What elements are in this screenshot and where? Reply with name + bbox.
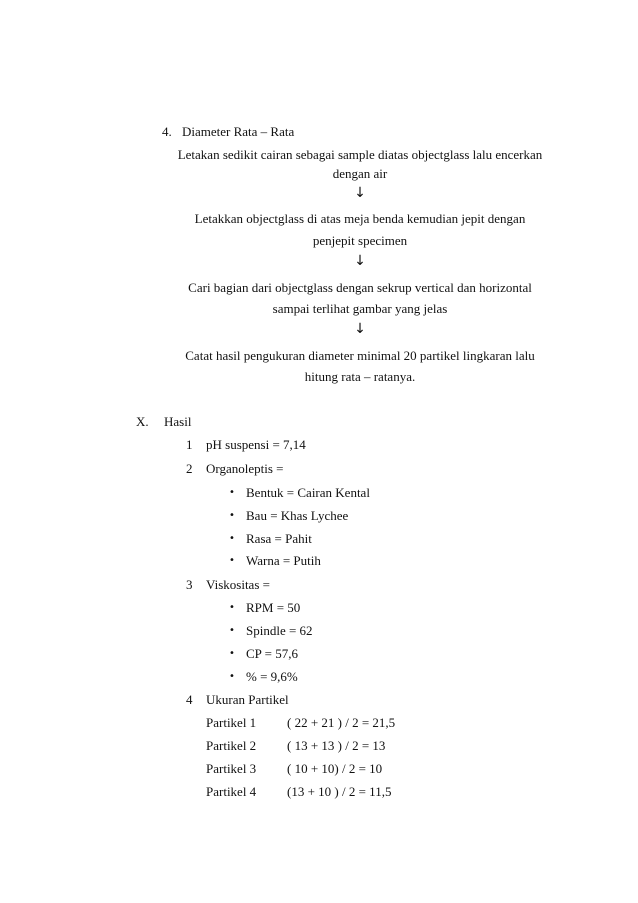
bullet-icon: • — [229, 648, 235, 659]
partikel-calc: ( 10 + 10) / 2 = 10 — [287, 761, 383, 776]
down-arrow-icon: ↓ — [354, 253, 366, 269]
bullet-icon: • — [229, 625, 235, 636]
list-item: % = 9,6% — [246, 669, 298, 684]
flow-step-2-line1: Letakkan objectglass di atas meja benda kemudian jepit dengan — [194, 211, 526, 226]
flow-step-1-line1: Letakan sedikit cairan sebagai sample diatas objectglass lalu encerkan — [177, 147, 543, 162]
item-number: 2 — [186, 461, 193, 476]
list-item: Bentuk = Cairan Kental — [246, 485, 370, 500]
item-number: 4 — [186, 692, 193, 707]
partikel-label: Partikel 4 — [206, 784, 257, 799]
bullet-icon: • — [229, 510, 235, 521]
item-ph: pH suspensi = 7,14 — [206, 437, 306, 452]
flow-step-3-line1: Cari bagian dari objectglass dengan sekrup vertical dan horizontal — [188, 280, 532, 295]
flow-step-2-line2: penjepit specimen — [312, 233, 408, 248]
list-item: Rasa = Pahit — [246, 531, 312, 546]
partikel-calc: (13 + 10 ) / 2 = 11,5 — [287, 784, 392, 799]
section-number: 4. — [162, 124, 172, 139]
down-arrow-icon: ↓ — [354, 185, 366, 201]
bullet-icon: • — [229, 533, 235, 544]
item-organoleptis: Organoleptis = — [206, 461, 284, 476]
bullet-icon: • — [229, 671, 235, 682]
list-item: Spindle = 62 — [246, 623, 313, 638]
list-item: CP = 57,6 — [246, 646, 298, 661]
down-arrow-icon: ↓ — [354, 321, 366, 337]
hasil-number: X. — [136, 414, 149, 429]
bullet-icon: • — [229, 555, 235, 566]
hasil-title: Hasil — [164, 414, 192, 429]
item-number: 3 — [186, 577, 193, 592]
list-item: Bau = Khas Lychee — [246, 508, 349, 523]
partikel-label: Partikel 3 — [206, 761, 257, 776]
section-title: Diameter Rata – Rata — [182, 124, 295, 139]
partikel-label: Partikel 2 — [206, 738, 257, 753]
flow-step-1-line2: dengan air — [332, 166, 388, 181]
partikel-label: Partikel 1 — [206, 715, 257, 730]
item-viskositas: Viskositas = — [206, 577, 270, 592]
flow-step-3-line2: sampai terlihat gambar yang jelas — [272, 301, 448, 316]
item-number: 1 — [186, 437, 193, 452]
bullet-icon: • — [229, 487, 235, 498]
partikel-calc: ( 13 + 13 ) / 2 = 13 — [287, 738, 386, 753]
flow-step-4-line1: Catat hasil pengukuran diameter minimal 20 partikel lingkaran lalu — [185, 348, 535, 363]
partikel-calc: ( 22 + 21 ) / 2 = 21,5 — [287, 715, 396, 730]
item-ukuran-partikel: Ukuran Partikel — [206, 692, 289, 707]
list-item: RPM = 50 — [246, 600, 301, 615]
bullet-icon: • — [229, 602, 235, 613]
list-item: Warna = Putih — [246, 553, 321, 568]
flow-step-4-line2: hitung rata – ratanya. — [304, 369, 416, 384]
